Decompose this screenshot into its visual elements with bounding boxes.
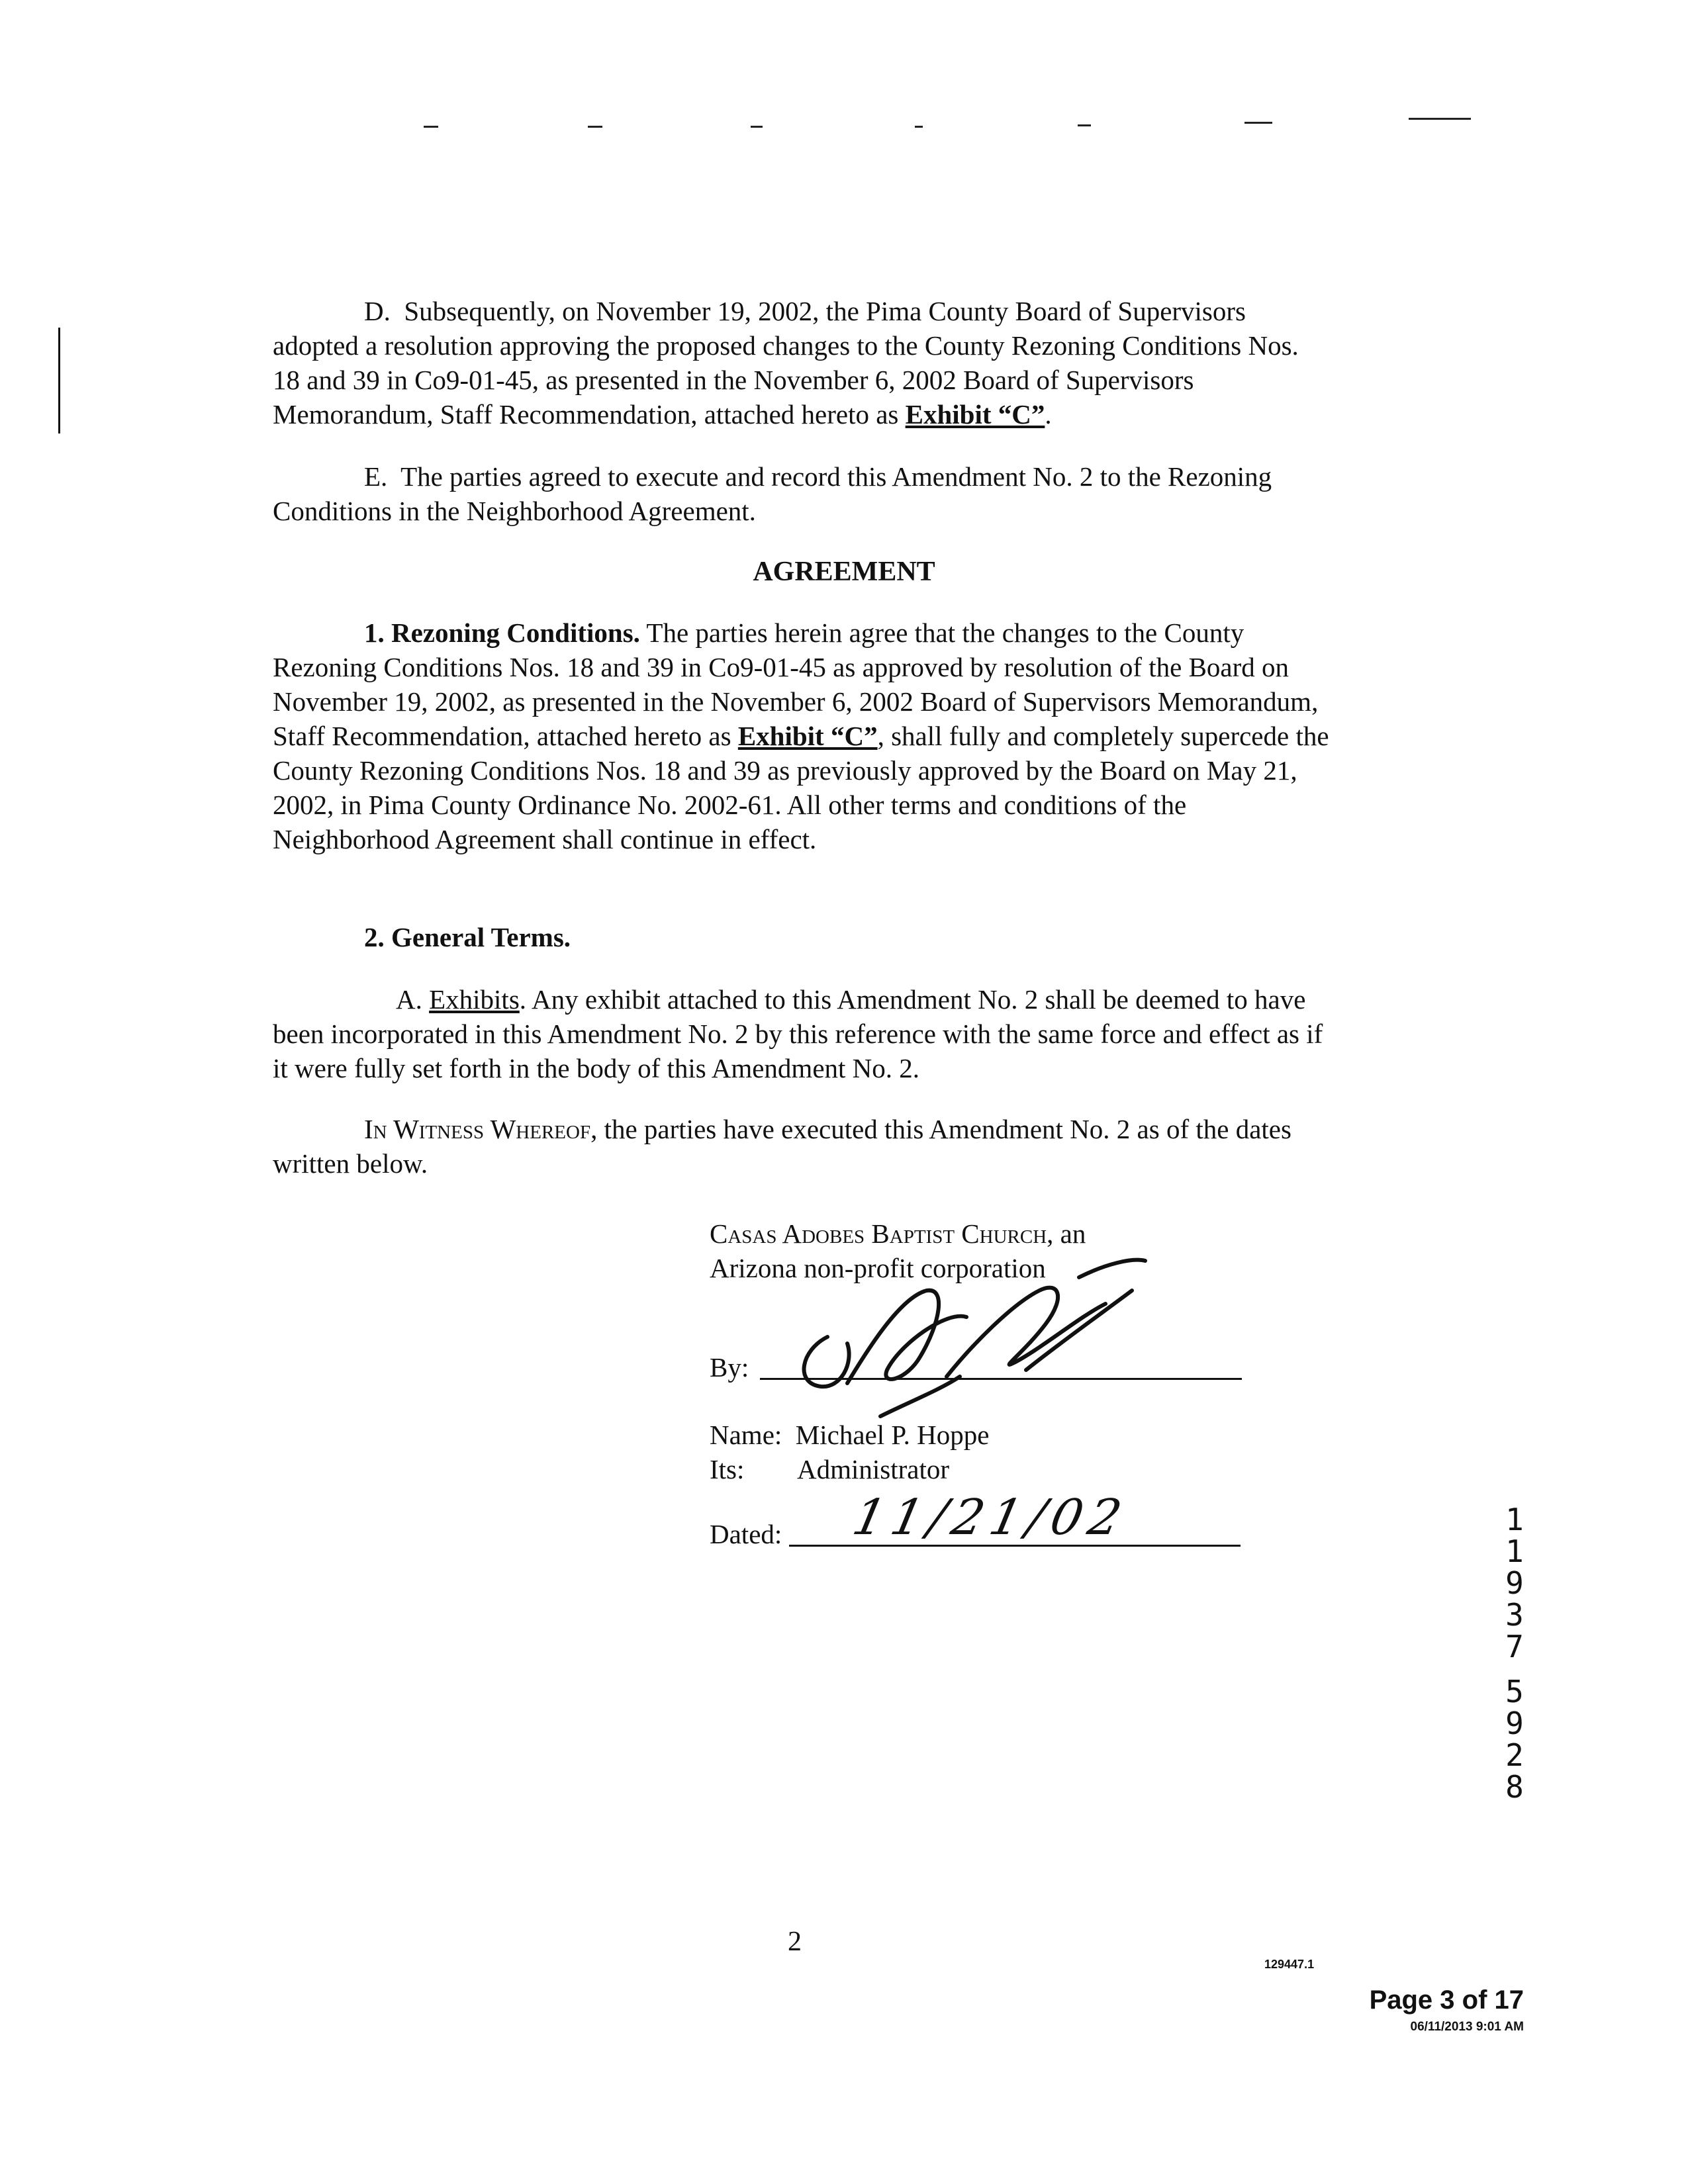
- witness-lead: In Witness Whereof,: [364, 1114, 598, 1144]
- section-1-number: 1.: [364, 617, 385, 648]
- scan-artifact: [424, 126, 438, 128]
- party-line: [710, 1216, 1086, 1251]
- margin-revision-bar: [58, 328, 60, 433]
- document-id: 129447.1: [1264, 1958, 1315, 1971]
- party-name: Casas Adobes Baptist Church,: [710, 1218, 1054, 1249]
- recording-digit: 9: [1505, 1565, 1524, 1601]
- page-number: 2: [788, 1927, 802, 1957]
- section-2-heading: [273, 920, 1332, 954]
- recording-digit: 5: [1505, 1674, 1524, 1709]
- recording-digit: 1: [1505, 1502, 1524, 1537]
- party-type: Arizona non-profit corporation: [710, 1253, 1046, 1283]
- by-label: By:: [710, 1352, 749, 1383]
- page-of-count: Page 3 of 17: [1369, 1985, 1524, 2015]
- name-label: Name:: [710, 1420, 782, 1450]
- witness-text: the parties have executed this Amendment No. 2 as of the dates written below.: [273, 1114, 1291, 1179]
- scan-artifact: [1078, 124, 1091, 126]
- its-label: Its:: [710, 1454, 745, 1484]
- its-value: Administrator: [797, 1454, 950, 1484]
- recital-d-exhibit-ref: Exhibit “C”: [905, 399, 1045, 430]
- scan-artifact: [588, 126, 602, 128]
- recital-d-text: Subsequently, on November 19, 2002, the Pima County Board of Supervisors adopted a resolution approving the proposed changes to the County Rezoning Conditions Nos. 18 and 39 in Co9-01-45, as presented in the November 6, 2002 Board of Supervisors Memorandum, Staff Recommendation, attached hereto as: [273, 296, 1299, 430]
- scan-artifact: [915, 126, 923, 128]
- section-2a: [273, 982, 1332, 1085]
- recording-digit: 7: [1505, 1629, 1524, 1664]
- witness-clause: [273, 1112, 1332, 1181]
- recital-d: [273, 294, 1332, 432]
- recording-digit: 9: [1505, 1706, 1524, 1741]
- recital-e: [273, 459, 1332, 528]
- recital-d-label: D.: [364, 296, 391, 326]
- its-row: [710, 1452, 949, 1486]
- section-2a-label: A.: [396, 984, 422, 1015]
- handwritten-signature: [748, 1251, 1172, 1423]
- section-1-text-continued: , shall fully and completely supercede the County Rezoning Conditions Nos. 18 and 39 as previously approved by the Board on May 21, 2002, in Pima County Ordinance No. 2002-61. All other terms and conditions of the Neighborhood Agreement shall continue in effect.: [273, 721, 1329, 854]
- section-2-title: General Terms.: [391, 922, 571, 952]
- recording-timestamp: 06/11/2013 9:01 AM: [1410, 2020, 1524, 2034]
- recital-e-label: E.: [364, 461, 388, 492]
- section-1-exhibit-ref: Exhibit “C”: [737, 721, 878, 751]
- agreement-heading: AGREEMENT: [753, 557, 935, 587]
- dated-label: Dated:: [710, 1519, 782, 1549]
- section-2a-text: . Any exhibit attached to this Amendment No. 2 shall be deemed to have been incorporated in this Amendment No. 2 by this reference with the same force and effect as if it were fully set forth in the body of this Amendment No. 2.: [273, 984, 1323, 1083]
- scan-artifact: [1409, 118, 1471, 120]
- section-2a-title: Exhibits: [429, 984, 520, 1015]
- name-value: Michael P. Hoppe: [795, 1420, 990, 1450]
- section-1-title: Rezoning Conditions.: [391, 617, 640, 648]
- recital-e-text: The parties agreed to execute and record this Amendment No. 2 to the Rezoning Conditions in the Neighborhood Agreement.: [273, 461, 1272, 526]
- recording-digit: 2: [1505, 1737, 1524, 1773]
- scan-artifact: [1244, 122, 1272, 124]
- section-1-text: The parties herein agree that the changes to the County Rezoning Conditions Nos. 18 and 39 in Co9-01-45 as approved by resolution of the Board on November 19, 2002, as presented in the November 6, 2002 Board of Supervisors Memorandum, Staff Recommendation, attached hereto as: [273, 617, 1319, 751]
- dated-value: 11/21/02: [847, 1489, 1133, 1546]
- recording-digit: 3: [1505, 1597, 1524, 1633]
- section-1: [273, 615, 1332, 856]
- recital-d-end: .: [1045, 399, 1052, 430]
- section-2-number: 2.: [364, 922, 385, 952]
- recording-digit: 1: [1505, 1533, 1524, 1569]
- scan-artifact: [751, 126, 763, 128]
- party-suffix: an: [1053, 1218, 1086, 1249]
- name-row: [710, 1418, 989, 1452]
- recording-digit: 8: [1505, 1769, 1524, 1805]
